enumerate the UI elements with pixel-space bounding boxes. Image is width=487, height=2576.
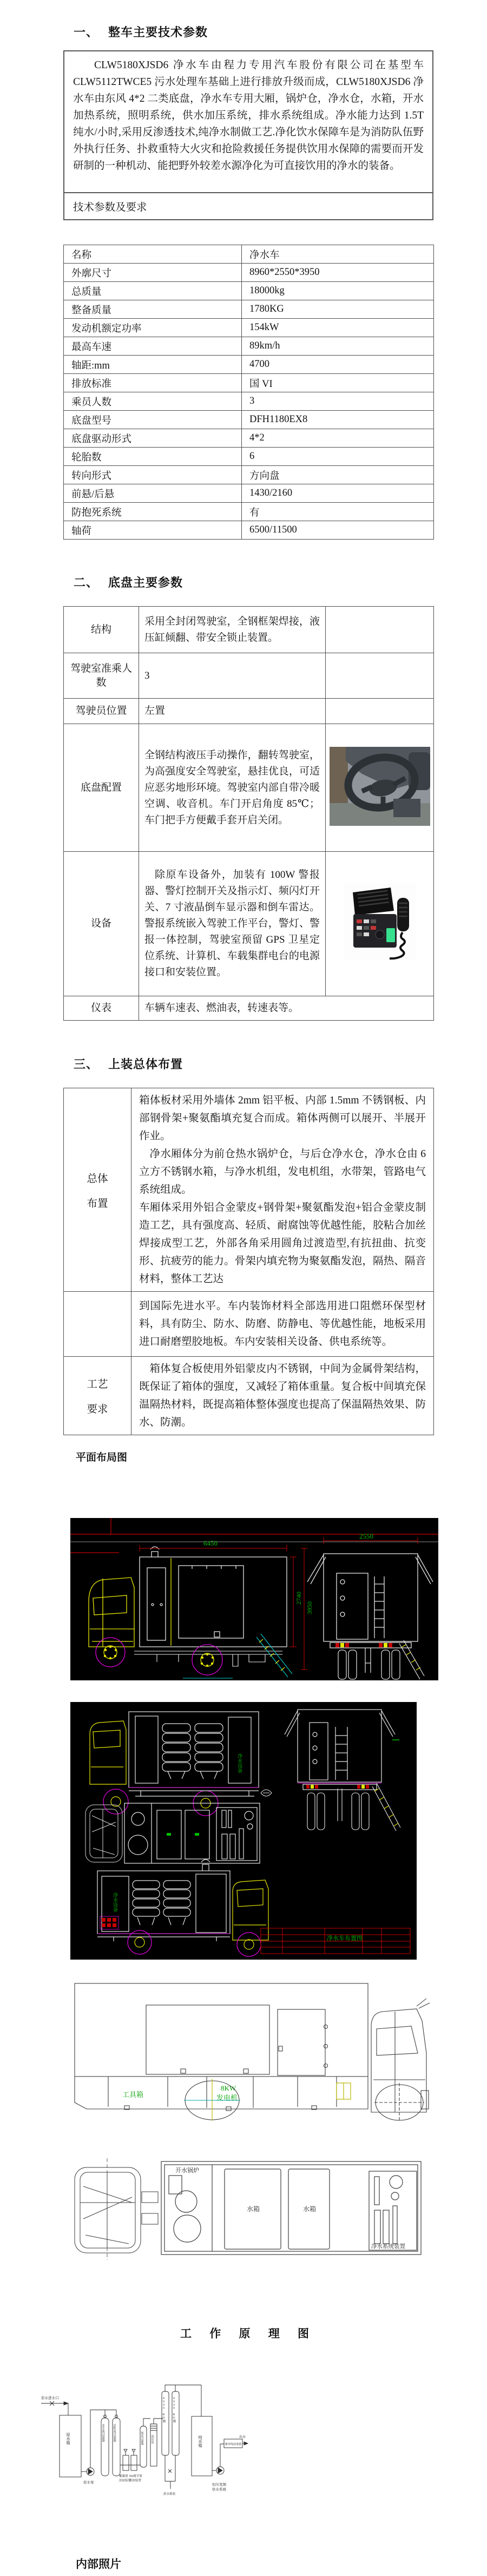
intro-paragraph: CLW5180XJSD6 净水车由程力专用汽车股份有限公司在基型车 CLW5112TWCE5 污水处理车基础上进行排放升级而成，CLW5180XJSD6 净水车由东风 4*2 二类底盘，净水车专用大厢，锅炉仓，净水仓，水箱，开水加热系统，照明系统，供水加压系统，排水系统组成。净水能力达到 1.5T 纯水/小时,采用反渗透技术,纯净水制做工艺.净化饮水保障车是为消防队伍野外执行任务、扑救重特大火灾和抢险救援任务提供饮用水保障的需要而开发研制的一种机动、能把野外较差水源净化为可直接饮用的净水的装备。 <box>73 60 424 172</box>
table-row <box>64 300 434 319</box>
dim-3950: 3950 <box>306 1601 313 1614</box>
row-label: 底盘配置 <box>64 724 139 852</box>
dosing1-label-b: 添加装置 <box>119 2479 131 2482</box>
row-label: 驾驶员位置 <box>64 699 139 724</box>
table-row <box>64 411 434 429</box>
plan-layout-title: 平面布局图 <box>76 1452 128 1463</box>
param-label: 轮胎数 <box>64 448 242 466</box>
param-value: 3 <box>242 392 434 411</box>
security-filter-label: 保安过滤器 <box>140 2432 143 2445</box>
param-value: DFH1180EX8 <box>242 411 434 429</box>
table-row <box>64 724 434 852</box>
section-3-title: 上装总体布置 <box>108 1057 183 1071</box>
param-label: 整备质量 <box>64 300 242 319</box>
raw-tank-label: 原水箱 <box>65 2433 71 2445</box>
row-label-process-requirements <box>64 1357 131 1435</box>
inlet-label: 原水进水口 <box>41 2396 59 2400</box>
title-block-label: 净水车布置图 <box>327 1935 363 1942</box>
row-label-overall-layout <box>64 1088 131 1292</box>
empty-cell <box>326 607 434 653</box>
dim-2740: 2740 <box>295 1592 302 1605</box>
section-2-number: 二、 <box>74 576 99 589</box>
param-label: 外廓尺寸 <box>64 264 242 282</box>
table-row <box>64 448 434 466</box>
uv-label: 紫外线消毒器 <box>225 2443 242 2446</box>
alarm-control-photo-cell <box>326 852 434 996</box>
section-1-heading <box>74 23 208 40</box>
param-value: 4700 <box>242 356 434 374</box>
table-row <box>64 282 434 300</box>
table-row <box>64 996 434 1021</box>
empty-cell <box>326 653 434 699</box>
dosing2-label-b: 添加装置 <box>129 2479 142 2482</box>
param-value: 净水车 <box>242 245 434 264</box>
drain-label: 浓水排放 <box>163 2493 176 2496</box>
filter2-label: 活性炭过滤器 <box>113 2424 116 2442</box>
working-principle-schematic <box>38 2378 249 2500</box>
section-3-number: 三、 <box>74 1057 99 1071</box>
paragraph: 箱体板材采用外墙体 2mm 铝平板、内部 1.5mm 不锈钢板、内部钢骨架+聚氨酯填充复合而成。箱体两侧可以展开、半展开作业。 <box>139 1095 426 1142</box>
param-label: 名称 <box>64 245 242 264</box>
table-row <box>64 484 434 503</box>
table-row <box>64 699 434 724</box>
table-row <box>64 503 434 521</box>
param-value: 4*2 <box>242 429 434 448</box>
ro1-label: 8040 RO膜 <box>162 2397 166 2423</box>
section-2-heading <box>74 574 183 590</box>
drawing3-svg <box>70 1977 433 2121</box>
param-value: 18000kg <box>242 282 434 300</box>
paragraph: 车厢体采用外铝合金蒙皮+钢骨架+聚氨酯发泡+铝合金蒙皮制造工艺，具有强度高、轻质、耐腐蚀等优越性能，胶粘合加丝焊接成型工艺，外部各角采用圆角过渡造型,有抗扭曲、抗变形、抗疲劳的能力。骨架内填充物为聚氨酯发泡，隔热、隔音材料，整体工艺达 <box>139 1202 426 1285</box>
table-row <box>64 607 434 653</box>
filter1-label: 多介质过滤器 <box>101 2424 104 2442</box>
table-row <box>64 1357 434 1435</box>
generator-label-1: 8KW <box>221 2084 236 2092</box>
overall-layout-text <box>131 1088 434 1292</box>
dosing1-label-a: 絮凝剂 <box>119 2475 128 2478</box>
table-row <box>64 1292 434 1357</box>
schematic-svg <box>38 2378 249 2500</box>
param-value: 1780KG <box>242 300 434 319</box>
empty-label-cell <box>64 1292 131 1357</box>
table-row <box>64 429 434 448</box>
tank2-label: 水箱 <box>303 2205 317 2213</box>
param-value: 6 <box>242 448 434 466</box>
param-value: 国 VI <box>242 374 434 392</box>
side-elevation-drawing <box>70 1977 433 2121</box>
section-1-title: 整车主要技术参数 <box>108 25 208 39</box>
table-row <box>64 1088 434 1292</box>
supply-label-1: 恒压变频 <box>212 2483 226 2487</box>
plan-view-drawing <box>70 2154 427 2262</box>
section-1-number: 一、 <box>74 25 99 39</box>
param-value: 6500/11500 <box>242 521 434 540</box>
internal-photos-title: 内部照片 <box>76 2558 121 2571</box>
drawing4-svg <box>70 2154 427 2262</box>
param-label: 最高车速 <box>64 337 242 356</box>
tank1-label: 水箱 <box>247 2205 260 2213</box>
param-label: 底盘驱动形式 <box>64 429 242 448</box>
label-line: 总体 <box>87 1173 108 1185</box>
continuation-text: 到国际先进水平。车内装饰材料全部选用进口阻燃环保型材料，具有防尘、防水、防磨、防静电、等优越性能，地板采用进口耐磨塑胶地板。车内安装相关设备、供电系统等。 <box>131 1292 434 1357</box>
siren-control-unit-photo <box>344 884 416 961</box>
body-layout-table <box>63 1088 434 1435</box>
dim-6450: 6450 <box>203 1539 218 1547</box>
param-label: 轴距:mm <box>64 356 242 374</box>
row-label: 仪表 <box>64 996 139 1021</box>
row-text: 左置 <box>139 699 326 724</box>
param-label: 转向形式 <box>64 466 242 484</box>
row-text: 车辆车速表、燃油表，转速表等。 <box>139 996 434 1021</box>
cad2-svg <box>70 1702 417 1960</box>
label-line: 要求 <box>87 1404 108 1415</box>
param-label: 排放标准 <box>64 374 242 392</box>
table-row <box>64 521 434 540</box>
pure-tank-label: 纯水箱 <box>198 2435 203 2448</box>
param-label: 轴荷 <box>64 521 242 540</box>
purifier-cabinet-label: 净水设备 <box>237 1753 242 1773</box>
param-label: 总质量 <box>64 282 242 300</box>
row-text: 采用全封闭驾驶室，全钢框架焊接，液压缸倾翻、带安全锁止装置。 <box>139 607 326 653</box>
ro2-label: 8040 RO膜 <box>172 2397 176 2423</box>
cab-interior-photo-cell <box>326 724 434 852</box>
param-value: 有 <box>242 503 434 521</box>
dim-2550: 2550 <box>359 1532 373 1540</box>
table-row <box>64 337 434 356</box>
param-value: 89km/h <box>242 337 434 356</box>
param-label: 乘员人数 <box>64 392 242 411</box>
param-value: 8960*2550*3950 <box>242 264 434 282</box>
table-row <box>64 852 434 996</box>
raw-pump-label: 原水泵 <box>83 2481 94 2485</box>
table-row <box>64 392 434 411</box>
param-value: 1430/2160 <box>242 484 434 503</box>
cad-plan-layout-1 <box>70 1518 438 1680</box>
working-principle-title: 工 作 原 理 图 <box>180 2327 317 2340</box>
hp-pump-label: 高压泵 <box>150 2435 154 2444</box>
row-text: 全钢结构液压手动操作，翻转驾驶室，为高强度安全驾驶室，悬挂优良，可适应恶劣地形环境。驾驶室内部自带冷暖空调、收音机。车门开启角度 85℃；车门把手方便戴手套开启关闭。 <box>139 724 326 852</box>
chassis-parameters-table <box>63 606 434 1021</box>
row-label: 驾驶室准乘人数 <box>64 653 139 699</box>
param-label: 底盘型号 <box>64 411 242 429</box>
table-row <box>64 245 434 264</box>
intro-box <box>63 50 433 220</box>
generator-label-2: 发电机 <box>216 2094 238 2102</box>
empty-cell <box>326 699 434 724</box>
table-row <box>64 356 434 374</box>
row-text: 除原车设备外，加装有 100W 警报器、警灯控制开关及指示灯、频闪灯开关、7 寸液晶倒车显示器和倒车雷达。警报系统嵌入驾驶工作平台，警灯、警报一体控制，驾驶室预留 GPS 卫星定位系统、计算机、车载集群电台的电源接口和安装位置。 <box>139 852 326 996</box>
row-label: 结构 <box>64 607 139 653</box>
steering-wheel-photo <box>330 747 430 826</box>
table-row <box>64 466 434 484</box>
row-text: 3 <box>139 653 326 699</box>
viewD-green-label: 净水设备 <box>113 1892 118 1912</box>
vehicle-parameters-table <box>63 245 434 540</box>
param-value: 154kW <box>242 319 434 337</box>
cad-plan-layout-2 <box>70 1702 417 1960</box>
label-line: 布置 <box>87 1198 108 1210</box>
tech-requirements-row: 技术参数及要求 <box>64 192 432 219</box>
table-row <box>64 653 434 699</box>
process-requirements-text: 箱体复合板使用外铝蒙皮内不锈钢，中间为金属骨架结构，既保证了箱体的强度，又减轻了箱体重量。复合板中间填充保温隔热材料，既提高箱体整体强度也提高了保温隔热效果、防水、防潮。 <box>131 1357 434 1435</box>
paragraph: 净水厢体分为前仓热水锅炉仓，与后仓净水仓，净水仓由 6 立方不锈钢水箱，与净水机组，发电机组，水带架，管路电气系统组成。 <box>139 1148 426 1195</box>
supply-label-2: 供水系统 <box>212 2488 226 2492</box>
label-line: 工艺 <box>87 1379 108 1390</box>
row-label: 设备 <box>64 852 139 996</box>
param-label: 防抱死系统 <box>64 503 242 521</box>
toolbox-label: 工具箱 <box>122 2091 144 2099</box>
param-label: 前悬/后悬 <box>64 484 242 503</box>
boiler-label: 开水锅炉 <box>175 2167 199 2174</box>
purifier-system-label: 净水系统装置 <box>371 2244 405 2250</box>
param-value: 方向盘 <box>242 466 434 484</box>
cad1-svg <box>70 1518 438 1680</box>
section-3-heading <box>74 1055 183 1072</box>
outlet-label: 出水 <box>239 2436 246 2439</box>
section-2-title: 底盘主要参数 <box>108 576 183 589</box>
table-row <box>64 319 434 337</box>
dosing2-label-a: PH调节剂 <box>129 2475 142 2478</box>
table-row <box>64 374 434 392</box>
table-row <box>64 264 434 282</box>
param-label: 发动机额定功率 <box>64 319 242 337</box>
